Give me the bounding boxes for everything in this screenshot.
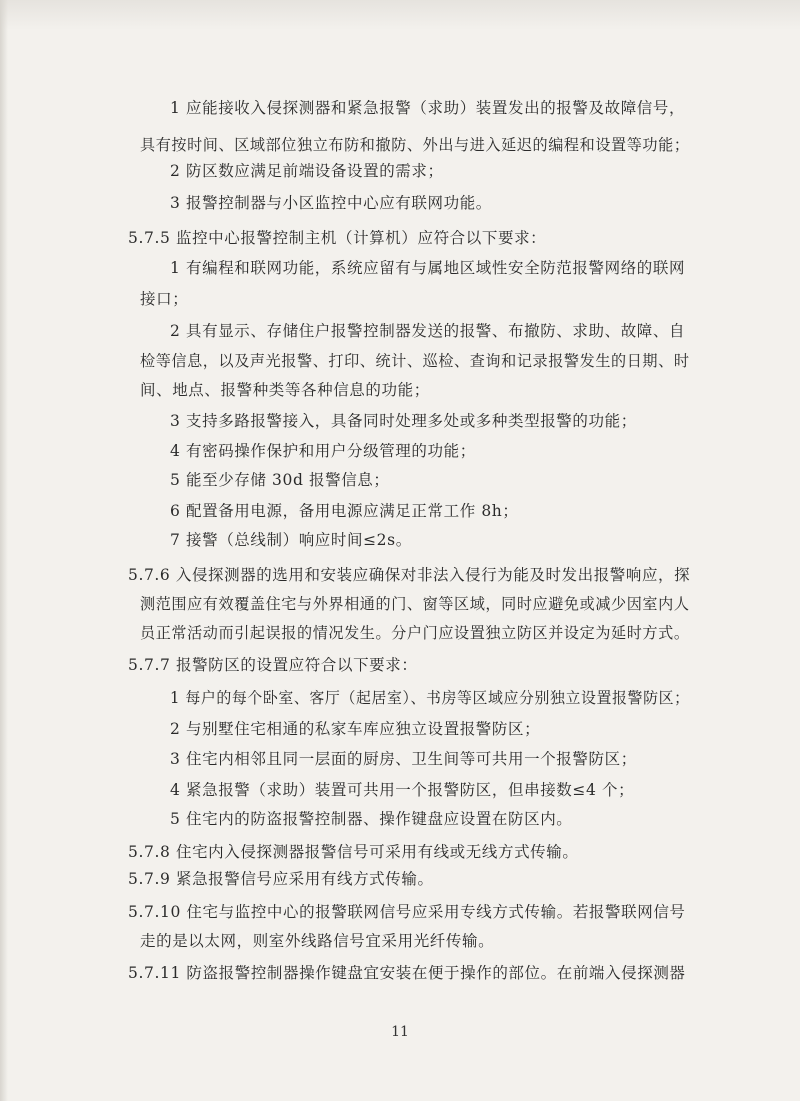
clause-item-3: 3 住宅内相邻且同一层面的厨房、卫生间等可共用一个报警防区； [170, 750, 637, 768]
clause-item-1: 1 应能接收入侵探测器和紧急报警（求助）装置发出的报警及故障信号， [170, 99, 686, 117]
clause-item-1-continuation: 具有按时间、区域部位独立布防和撤防、外出与进入延迟的编程和设置等功能； [140, 136, 690, 154]
section-5-7-5: 5.7.5 监控中心报警控制主机（计算机）应符合以下要求： [128, 229, 547, 247]
clause-item-2-continuation: 检等信息，以及声光报警、打印、统计、巡检、查询和记录报警发生的日期、时 [140, 352, 690, 370]
scan-edge-shadow [0, 0, 8, 1101]
clause-item-1: 1 每户的每个卧室、客厅（起居室）、书房等区域应分别独立设置报警防区； [170, 689, 690, 707]
page-number: 11 [391, 1024, 409, 1040]
clause-item-7: 7 接警（总线制）响应时间≤2s。 [170, 531, 412, 549]
section-5-7-10: 5.7.10 住宅与监控中心的报警联网信号应采用专线方式传输。若报警联网信号 [128, 903, 686, 921]
scan-top-shade [0, 0, 800, 30]
clause-item-5: 5 能至少存储 30d 报警信息； [170, 471, 390, 489]
clause-item-2: 2 防区数应满足前端设备设置的需求； [170, 162, 444, 180]
section-5-7-11: 5.7.11 防盗报警控制器操作键盘宜安装在便于操作的部位。在前端入侵探测器 [128, 964, 686, 982]
clause-item-4: 4 有密码操作保护和用户分级管理的功能； [170, 442, 476, 460]
clause-item-1: 1 有编程和联网功能，系统应留有与属地区域性安全防范报警网络的联网 [170, 259, 686, 277]
section-5-7-10-continuation: 走的是以太网，则室外线路信号宜采用光纤传输。 [140, 932, 495, 950]
section-5-7-6: 5.7.6 入侵探测器的选用和安装应确保对非法入侵行为能及时发出报警响应，探 [128, 566, 691, 584]
section-5-7-8: 5.7.8 住宅内入侵探测器报警信号可采用有线或无线方式传输。 [128, 843, 579, 861]
clause-item-2-continuation: 间、地点、报警种类等各种信息的功能； [140, 381, 430, 399]
clause-item-4: 4 紧急报警（求助）装置可共用一个报警防区，但串接数≤4 个； [170, 781, 635, 799]
clause-item-6: 6 配置备用电源，备用电源应满足正常工作 8h； [170, 502, 519, 520]
section-5-7-7: 5.7.7 报警防区的设置应符合以下要求： [128, 656, 418, 674]
section-5-7-6-continuation: 测范围应有效覆盖住宅与外界相通的门、窗等区域，同时应避免或减少因室内人 [140, 595, 690, 613]
section-5-7-9: 5.7.9 紧急报警信号应采用有线方式传输。 [128, 870, 434, 888]
clause-item-3: 3 支持多路报警接入，具备同时处理多处或多种类型报警的功能； [170, 412, 637, 430]
section-5-7-6-continuation: 员正常活动而引起误报的情况发生。分户门应设置独立防区并设定为延时方式。 [140, 624, 690, 642]
clause-item-2: 2 与别墅住宅相通的私家车库应独立设置报警防区； [170, 720, 541, 738]
clause-item-3: 3 报警控制器与小区监控中心应有联网功能。 [170, 194, 492, 212]
clause-item-1-continuation: 接口； [140, 290, 189, 308]
clause-item-2: 2 具有显示、存储住户报警控制器发送的报警、布撤防、求助、故障、自 [170, 322, 686, 340]
clause-item-5: 5 住宅内的防盗报警控制器、操作键盘应设置在防区内。 [170, 810, 573, 828]
